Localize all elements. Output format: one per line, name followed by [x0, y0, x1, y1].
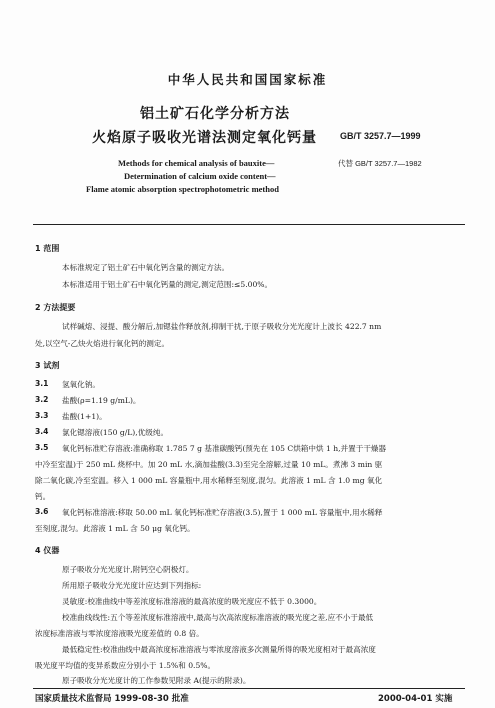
implementation-date: 2000-04-01 实施 — [378, 694, 453, 704]
section-4-line-3: 灵敏度:校准曲线中等差浓度标准溶液的最高浓度的吸光度应不低于 0.3000。 — [62, 597, 322, 606]
item-3-3-number: 3.3 — [35, 411, 49, 420]
national-standard-header: 中华人民共和国国家标准 — [167, 72, 328, 87]
item-3-6-line-1: 氧化钙标准溶液:移取 50.00 mL 氧化钙标准贮存溶液(3.5),置于 1 000 mL 容量瓶中,用水稀释 — [62, 508, 383, 517]
section-1-heading: 1 范围 — [35, 244, 60, 253]
title-cn-line1: 铝土矿石化学分析方法 — [140, 106, 290, 122]
section-4-line-5: 浓度标准溶液与零浓度溶液吸光度差值的 0.8 倍。 — [35, 629, 204, 638]
item-3-6-number: 3.6 — [35, 507, 49, 516]
item-3-1-number: 3.1 — [35, 379, 49, 388]
section-3-heading: 3 试剂 — [35, 361, 60, 370]
section-4-line-7: 吸光度平均值的变异系数应分别小于 1.5%和 0.5%。 — [35, 661, 216, 670]
item-3-5-line-3: 除二氧化碳,冷至室温。移入 1 000 mL 容量瓶中,用水稀释至刻度,混匀。此溶液 1 mL 含 1.0 mg 氧化 — [35, 476, 383, 485]
title-en-line2: Determination of calcium oxide content— — [124, 171, 276, 181]
title-en-line3: Flame atomic absorption spectrophotometric method — [86, 184, 279, 194]
section-2-heading: 2 方法提要 — [35, 303, 76, 312]
item-3-1-text: 氢氧化钠。 — [62, 380, 100, 389]
item-3-3-text: 盐酸(1+1)。 — [62, 412, 107, 421]
section-1-para-2: 本标准适用于铝土矿石中氧化钙量的测定,测定范围:≤5.00%。 — [62, 280, 273, 289]
bottom-rule — [33, 688, 465, 689]
item-3-4-number: 3.4 — [35, 427, 49, 436]
title-en-line1: Methods for chemical analysis of bauxite— — [118, 158, 275, 168]
section-4-line-1: 原子吸收分光光度计,附钙空心阴极灯。 — [62, 565, 194, 574]
section-4-line-8: 原子吸收分光光度计的工作参数见附录 A(提示的附录)。 — [62, 676, 251, 685]
item-3-5-number: 3.5 — [35, 443, 49, 452]
item-3-5-line-4: 钙。 — [35, 492, 51, 501]
section-4-heading: 4 仪器 — [35, 546, 60, 555]
item-3-6-line-2: 至刻度,混匀。此溶液 1 mL 含 50 μg 氧化钙。 — [35, 524, 195, 533]
top-rule — [33, 224, 465, 225]
section-2-line-1: 试样碱熔、浸提、酸分解后,加锶盐作释放剂,抑制干扰,于原子吸收分光光度计上波长 422.7 nm — [62, 322, 382, 331]
standard-number: GB/T 3257.7—1999 — [340, 131, 421, 141]
item-3-2-text: 盐酸(ρ=1.19 g/mL)。 — [62, 396, 141, 405]
item-3-4-text: 氯化锶溶液(150 g/L),优级纯。 — [62, 428, 169, 437]
item-3-2-number: 3.2 — [35, 395, 49, 404]
section-1-para-1: 本标准规定了铝土矿石中氧化钙含量的测定方法。 — [62, 263, 230, 272]
section-4-line-2: 所用原子吸收分光光度计应达到下列指标: — [62, 581, 202, 590]
section-4-line-4: 校准曲线线性:五个等差浓度标准溶液中,最高与次高浓度标准溶液的吸光度之差,应不小于最低 — [62, 613, 374, 622]
approval-info: 国家质量技术监督局 1999-08-30 批准 — [35, 694, 189, 704]
title-cn-line2: 火焰原子吸收光谱法测定氧化钙量 — [92, 130, 317, 146]
section-2-line-2: 处,以空气-乙炔火焰进行氧化钙的测定。 — [35, 339, 170, 348]
item-3-5-line-1: 氧化钙标准贮存溶液:准确称取 1.785 7 g 基准碳酸钙(预先在 105 C烘箱中烘 1 h,并置于干燥器 — [62, 444, 387, 453]
item-3-5-line-2: 中冷至室温)于 250 mL 烧杯中。加 20 mL 水,滴加盐酸(3.3)至完全溶解,过量 10 mL。煮沸 3 min 驱 — [35, 460, 383, 469]
replaces-note: 代替 GB/T 3257.7—1982 — [338, 159, 422, 168]
section-4-line-6: 最低稳定性:校准曲线中最高浓度标准溶液与零浓度溶液多次测量所得的吸光度相对于最高浓度 — [62, 645, 376, 654]
